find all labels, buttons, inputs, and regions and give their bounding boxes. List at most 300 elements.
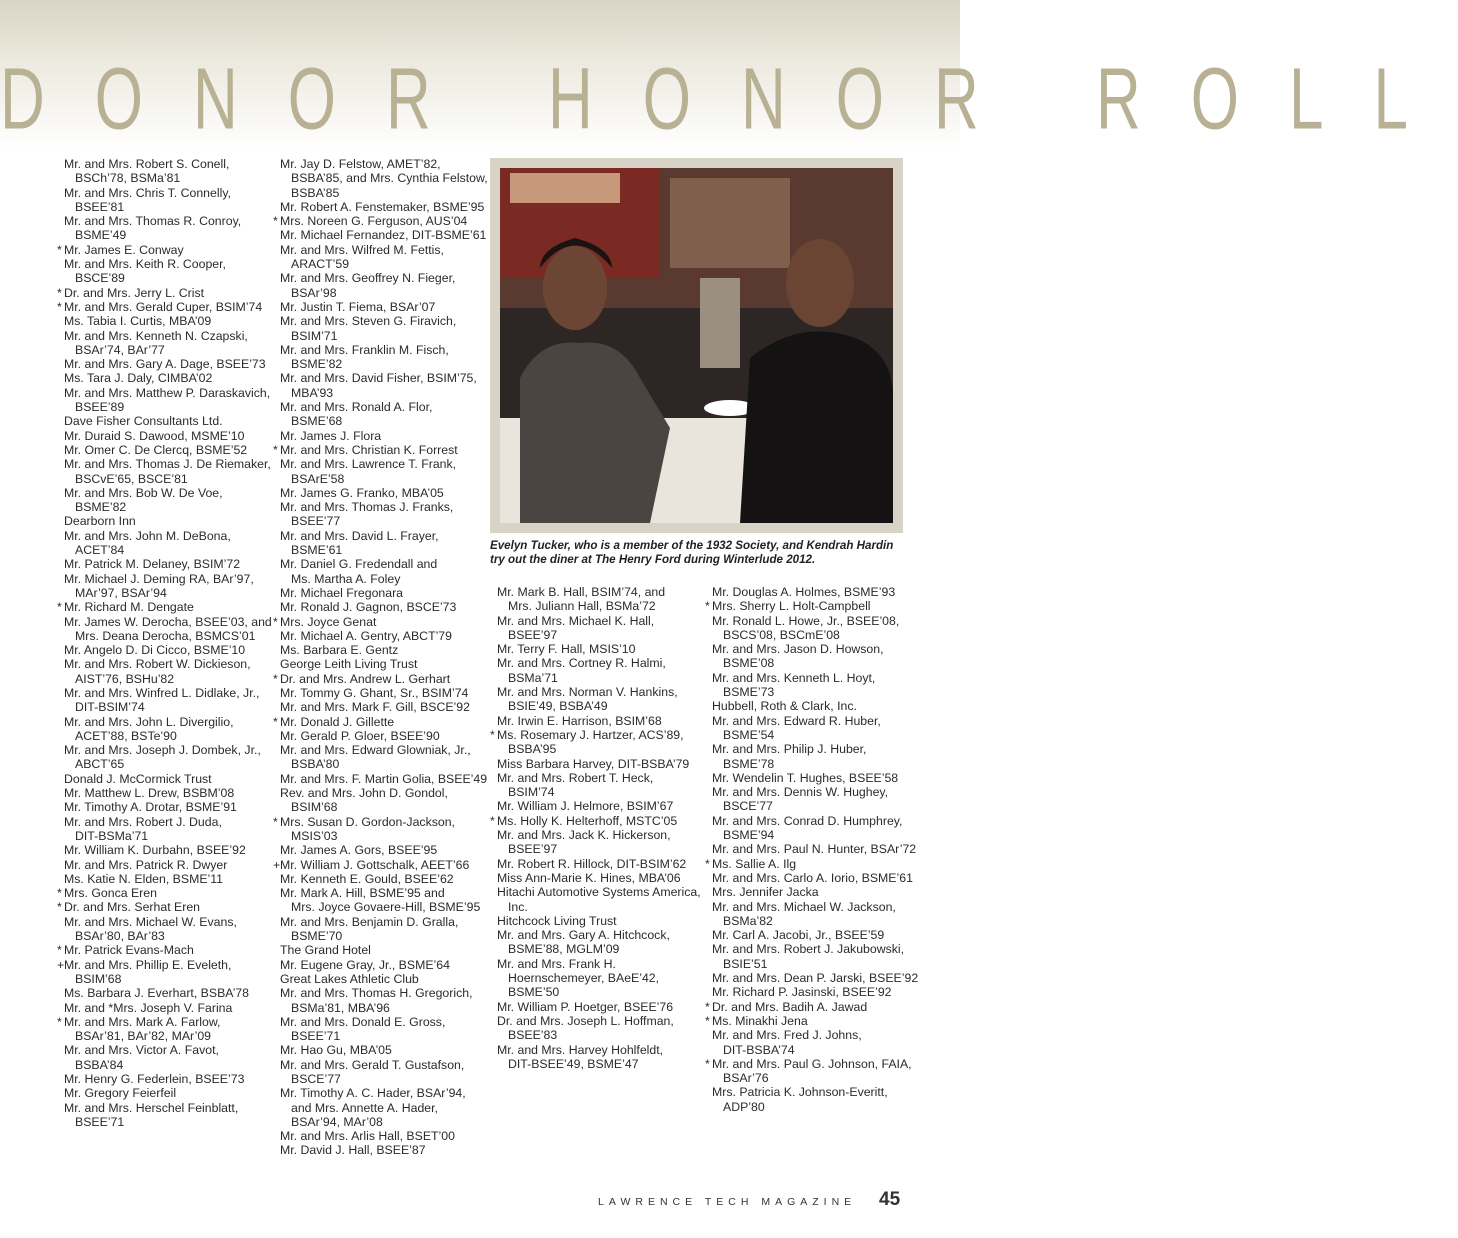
donor-entry <box>280 557 485 586</box>
donor-marker: * <box>490 727 495 742</box>
donor-entry <box>64 186 274 215</box>
donor-marker: * <box>273 614 278 629</box>
donor-name: Mr. Carl A. Jacobi, Jr., BSEE’59 <box>712 928 885 943</box>
donor-name: Mr. and Mrs. Michael K. Hall, <box>497 613 655 628</box>
donor-name: The Grand Hotel <box>280 943 371 958</box>
donor-entry <box>705 599 932 614</box>
donor-entry <box>712 714 932 743</box>
donor-name: Mr. and Mrs. Robert W. Dickieson, <box>64 657 251 672</box>
donor-entry <box>280 529 485 558</box>
donor-marker: * <box>273 714 278 729</box>
donor-name: Mr. and Mrs. Gary A. Hitchcock, <box>497 928 670 943</box>
donor-entry <box>280 586 485 600</box>
donor-name: Mr. Mark A. Hill, BSME’95 and <box>280 886 445 901</box>
donor-name: Mr. and Mrs. Jack K. Hickerson, <box>497 828 671 843</box>
donor-name: Mr. and Mrs. Franklin M. Fisch, <box>280 342 449 357</box>
page-number: 45 <box>879 1189 901 1210</box>
donor-name: Mr. Daniel G. Fredendall and <box>280 557 438 572</box>
donor-name-continued: Mrs. Juliann Hall, BSMa’72 <box>508 599 656 614</box>
donor-entry <box>280 243 485 272</box>
donor-entry <box>57 600 274 615</box>
donor-name: Mr. Richard P. Jasinski, BSEE’92 <box>712 985 892 1000</box>
donor-entry <box>64 1001 274 1015</box>
donor-name: Mr. Robert R. Hillock, DIT-BSIM’62 <box>497 856 687 871</box>
donor-name: Dr. and Mrs. Joseph L. Hoffman, <box>497 1013 674 1028</box>
donor-entry <box>64 529 274 558</box>
donor-entry <box>497 914 702 928</box>
donor-entry <box>280 943 485 957</box>
donor-name-continued: BSEE’71 <box>291 1029 341 1044</box>
donor-name-continued: BSBA’80 <box>291 757 340 772</box>
donor-entry <box>280 786 485 815</box>
donor-entry <box>280 1143 485 1157</box>
donor-marker: * <box>57 943 62 958</box>
donor-entry <box>280 643 485 657</box>
donor-name: Mr. and Mrs. Thomas J. De Riemaker, <box>64 457 271 472</box>
donor-entry <box>712 871 932 885</box>
donor-name: Mr. Wendelin T. Hughes, BSEE’58 <box>712 770 899 785</box>
donor-entry <box>280 371 485 400</box>
donor-name-continued: BSME’54 <box>723 727 775 742</box>
donor-name: Mr. and Mrs. Winfred L. Didlake, Jr., <box>64 685 260 700</box>
donor-entry <box>57 886 274 901</box>
donor-name: Mr. Terry F. Hall, MSIS’10 <box>497 642 636 657</box>
donor-name: Mr. Gregory Feierfeil <box>64 1086 177 1101</box>
donor-entry <box>705 999 932 1014</box>
donor-name-continued: BSEE’81 <box>75 199 125 214</box>
donor-marker: * <box>57 242 62 257</box>
donor-name-continued: BSEE’97 <box>508 627 558 642</box>
donor-name: Mrs. Patricia K. Johnson-Everitt, <box>712 1085 888 1100</box>
donor-name: Mr. and Mrs. Fred J. Johns, <box>712 1028 862 1043</box>
donor-name: Mr. and Mrs. Joseph J. Dombek, Jr., <box>64 743 261 758</box>
donor-name: Mr. and Mrs. Harvey Hohlfeldt, <box>497 1042 664 1057</box>
donor-name-continued: BSBA’84 <box>75 1057 124 1072</box>
donor-name: Mr. and Mrs. Cortney R. Halmi, <box>497 656 666 671</box>
donor-name: Mr. David J. Hall, BSEE’87 <box>280 1143 426 1158</box>
donor-name-continued: BSCvE’65, BSCE’81 <box>75 471 188 486</box>
donor-entry <box>705 856 932 871</box>
donor-name: Mr. and Mrs. Herschel Feinblatt, <box>64 1100 239 1115</box>
donor-name: Mr. and Mrs. Geoffrey N. Fieger, <box>280 271 456 286</box>
donor-name: Mr. Irwin E. Harrison, BSIM’68 <box>497 713 662 728</box>
donor-name: Rev. and Mrs. John D. Gondol, <box>280 786 448 801</box>
donor-entry <box>280 771 488 786</box>
donor-entry <box>712 942 932 971</box>
donor-name: Mr. Robert A. Fenstemaker, BSME’95 <box>280 199 485 214</box>
donor-name: Mr. and Mrs. Carlo A. Iorio, BSME’61 <box>712 870 913 885</box>
donor-name-continued: ACET’84 <box>75 543 125 558</box>
donor-marker: * <box>705 599 710 614</box>
donor-entry <box>280 400 485 429</box>
donor-entry <box>64 329 274 358</box>
donor-entry <box>280 300 485 314</box>
donor-entry <box>64 572 274 601</box>
donor-name: Mr. and Mrs. Conrad D. Humphrey, <box>712 813 903 828</box>
donor-name: Mr. and Mrs. Paul G. Johnson, FAIA, <box>712 1056 912 1071</box>
donor-name: Mr. and Mrs. Jason D. Howson, <box>712 642 884 657</box>
donor-name: Mr. James J. Flora <box>280 428 382 443</box>
donor-entry <box>497 871 702 885</box>
donor-name-continued: ARACT’59 <box>291 257 350 272</box>
donor-entry <box>280 686 485 700</box>
donor-name: Mr. Eugene Gray, Jr., BSME’64 <box>280 957 450 972</box>
donor-name: Mr. Kenneth E. Gould, BSEE’62 <box>280 871 454 886</box>
donor-name: Mr. and Mrs. Norman V. Hankins, <box>497 685 678 700</box>
donor-name: Dr. and Mrs. Andrew L. Gerhart <box>280 671 451 686</box>
photo <box>490 158 903 533</box>
donor-marker: * <box>705 1013 710 1028</box>
donor-name: Miss Barbara Harvey, DIT-BSBA’79 <box>497 756 690 771</box>
donor-name: Mr. and Mrs. Paul N. Hunter, BSAr’72 <box>712 842 917 857</box>
donor-name: Mr. and Mrs. Mark A. Farlow, <box>64 1014 221 1029</box>
donor-name: Mr. and Mrs. John M. DeBona, <box>64 528 231 543</box>
donor-entry <box>712 771 932 785</box>
donor-name: Mr. and Mrs. Thomas R. Conroy, <box>64 214 242 229</box>
donor-name: Mr. and Mrs. F. Martin Golia, BSEE’49 <box>280 771 488 786</box>
donor-name-continued: DIT-BSIM’74 <box>75 700 145 715</box>
donor-name-continued: ADP’80 <box>723 1099 765 1114</box>
donor-marker: * <box>490 813 495 828</box>
donor-name-continued: Mrs. Joyce Govaere-Hill, BSME’95 <box>291 900 481 915</box>
donor-name-continued: MSIS’03 <box>291 828 338 843</box>
donor-marker: * <box>57 299 62 314</box>
donor-entry <box>280 743 485 772</box>
magazine-name: LAWRENCE TECH MAGAZINE <box>598 1196 857 1208</box>
donor-entry <box>712 671 932 700</box>
page-title: DONOR HONOR ROLL <box>0 51 1458 148</box>
donor-name: Mr. and Mrs. Gary A. Dage, BSEE’73 <box>64 357 266 372</box>
donor-name: Mr. and Mrs. Victor A. Favot, <box>64 1043 219 1058</box>
donor-name: Mrs. Noreen G. Ferguson, AUS’04 <box>280 214 468 229</box>
donor-name-continued: BSEE’97 <box>508 842 558 857</box>
donor-name-continued: BSBA’85 <box>291 185 340 200</box>
donor-entry <box>497 714 702 728</box>
donor-entry <box>280 657 485 671</box>
donor-name: Mr. Michael J. Deming RA, BAr’97, <box>64 571 254 586</box>
donor-name: Dearborn Inn <box>64 514 136 529</box>
donor-name: Mr. Ronald L. Howe, Jr., BSEE’08, <box>712 613 900 628</box>
donor-entry <box>280 486 485 500</box>
donor-name: Mr. and Mrs. John L. Divergilio, <box>64 714 234 729</box>
donor-name-continued: MAr’97, BSAr’94 <box>75 585 167 600</box>
donor-entry <box>273 714 485 729</box>
donor-name-continued: Ms. Martha A. Foley <box>291 571 401 586</box>
donor-entry <box>280 1086 485 1129</box>
donor-entry <box>497 585 702 614</box>
donor-name-continued: Inc. <box>508 899 528 914</box>
donor-name: Mr. and Mrs. Thomas J. Franks, <box>280 500 454 515</box>
donor-name-continued: AIST’76, BSHu’82 <box>75 671 175 686</box>
donor-entry <box>280 1058 485 1087</box>
donor-entry <box>280 271 485 300</box>
donor-name-continued: BSME’94 <box>723 828 775 843</box>
donor-entry <box>712 699 932 713</box>
donor-name-continued: DIT-BSMa’71 <box>75 828 149 843</box>
donor-name-continued: BSEE’83 <box>508 1028 558 1043</box>
donor-entry <box>64 643 274 657</box>
donor-name: Mr. Richard M. Dengate <box>64 600 194 615</box>
donor-name: Mr. and Mrs. Michael W. Evans, <box>64 914 237 929</box>
donor-entry <box>64 786 274 800</box>
donor-name: Mr. and Mrs. Edward R. Huber, <box>712 713 881 728</box>
donor-entry <box>64 214 274 243</box>
donor-name: George Leith Living Trust <box>280 657 418 672</box>
donor-entry <box>497 685 702 714</box>
donor-entry <box>712 585 932 599</box>
donor-name: Mr. and Mrs. Mark F. Gill, BSCE’92 <box>280 700 470 715</box>
donor-entry <box>280 1043 485 1057</box>
donor-name-continued: Mrs. Deana Derocha, BSMCS’01 <box>75 628 256 643</box>
donor-name-continued: BSME’78 <box>723 756 775 771</box>
donor-marker: * <box>273 671 278 686</box>
donor-entry <box>64 557 274 571</box>
donor-entry <box>497 656 702 685</box>
donor-name: Ms. Sallie A. Ilg <box>712 856 797 871</box>
donor-entry <box>64 457 274 486</box>
donor-entry <box>497 642 702 656</box>
donor-entry <box>280 157 488 200</box>
donor-name: Hubbell, Roth & Clark, Inc. <box>712 699 857 714</box>
donor-name-continued: ABCT’65 <box>75 757 125 772</box>
donor-name: Ms. Katie N. Elden, BSME’11 <box>64 871 224 886</box>
donor-name: Mr. and *Mrs. Joseph V. Farina <box>64 1000 233 1015</box>
donor-name: Mr. Tommy G. Ghant, Sr., BSIM’74 <box>280 685 469 700</box>
donor-entry <box>280 1129 485 1143</box>
donor-name-continued: BSME’49 <box>75 228 127 243</box>
donor-name-continued: BSAr’80, BAr’83 <box>75 929 165 944</box>
donor-name-continued: Hoernschemeyer, BAeE’42, <box>508 971 660 986</box>
donor-entry <box>712 785 932 814</box>
donor-name: Mr. and Mrs. Kenneth L. Hoyt, <box>712 670 876 685</box>
donor-name: Mr. and Mrs. Donald E. Gross, <box>280 1014 446 1029</box>
donor-name: Ms. Minakhi Jena <box>712 1013 808 1028</box>
donor-name-continued: BSAr’76 <box>723 1071 769 1086</box>
donor-name-continued: BSCh’78, BSMa’81 <box>75 171 181 186</box>
donor-name: Mr. and Mrs. Robert T. Heck, <box>497 770 654 785</box>
donor-name: Mr. Duraid S. Dawood, MSME’10 <box>64 428 245 443</box>
donor-name-continued: BSArE’58 <box>291 471 345 486</box>
donor-entry <box>497 614 702 643</box>
donor-column-3 <box>490 585 702 1071</box>
donor-name: Mr. Timothy A. Drotar, BSME’91 <box>64 800 237 815</box>
donor-entry <box>490 813 702 828</box>
donor-entry <box>280 986 485 1015</box>
donor-name-continued: BSIM’68 <box>75 971 122 986</box>
donor-name: Mr. and Mrs. Michael W. Jackson, <box>712 899 896 914</box>
donor-name: Mr. Timothy A. C. Hader, BSAr’94, <box>280 1086 466 1101</box>
donor-name: Mr. Patrick Evans-Mach <box>64 943 194 958</box>
donor-name: Mr. and Mrs. Matthew P. Daraskavich, <box>64 385 271 400</box>
donor-entry <box>497 957 702 1000</box>
donor-entry <box>64 872 274 886</box>
donor-entry <box>280 200 485 214</box>
donor-name: Mr. and Mrs. Philip J. Huber, <box>712 742 867 757</box>
donor-entry <box>64 772 274 786</box>
donor-entry <box>712 814 932 843</box>
donor-name: Mr. and Mrs. Gerald Cuper, BSIM’74 <box>64 299 263 314</box>
donor-name: Mr. and Mrs. Ronald A. Flor, <box>280 400 433 415</box>
donor-entry <box>273 614 485 629</box>
donor-name: Ms. Holly K. Helterhoff, MSTC’05 <box>497 813 678 828</box>
donor-column-2 <box>273 157 488 1158</box>
donor-name-continued: BSME’08 <box>723 656 775 671</box>
donor-entry <box>280 886 485 915</box>
donor-entry <box>64 386 274 415</box>
donor-name: Mr. and Mrs. Steven G. Firavich, <box>280 314 457 329</box>
donor-marker: * <box>273 214 278 229</box>
donor-name: Mr. William K. Durbahn, BSEE’92 <box>64 843 246 858</box>
donor-entry <box>712 614 932 643</box>
donor-name: Mr. James W. Derocha, BSEE’03, and <box>64 614 272 629</box>
donor-entry <box>64 1086 274 1100</box>
donor-entry <box>64 743 274 772</box>
donor-entry <box>64 157 274 186</box>
donor-name-continued: BSME’82 <box>75 500 127 515</box>
donor-entry <box>497 885 702 914</box>
donor-name: Mr. and Mrs. Gerald T. Gustafson, <box>280 1057 465 1072</box>
donor-name: Mr. and Mrs. Kenneth N. Czapski, <box>64 328 248 343</box>
donor-name-continued: DIT-BSEE’49, BSME’47 <box>508 1056 639 1071</box>
donor-entry <box>490 727 702 757</box>
donor-name: Mrs. Sherry L. Holt-Campbell <box>712 599 871 614</box>
donor-name: Mr. and Mrs. Patrick R. Dwyer <box>64 857 228 872</box>
donor-name: Mr. Michael A. Gentry, ABCT’79 <box>280 628 452 643</box>
donor-entry <box>712 985 932 999</box>
donor-name-continued: BSIM’68 <box>291 800 338 815</box>
donor-name: Ms. Rosemary J. Hartzer, ACS’89, <box>497 727 684 742</box>
donor-name: Miss Ann-Marie K. Hines, MBA’06 <box>497 870 681 885</box>
donor-name: Mr. Hao Gu, MBA’05 <box>280 1043 392 1058</box>
donor-name: Mr. and Mrs. Robert J. Jakubowski, <box>712 942 905 957</box>
donor-name: Mr. Jay D. Felstow, AMET’82, <box>280 157 441 171</box>
donor-name: Ms. Tara J. Daly, CIMBA’02 <box>64 371 213 386</box>
donor-name: Mr. and Mrs. Christian K. Forrest <box>280 442 458 457</box>
donor-entry <box>64 1043 274 1072</box>
donor-entry <box>57 943 274 958</box>
donor-entry <box>64 429 274 443</box>
donor-entry <box>273 857 485 872</box>
donor-entry <box>64 843 274 857</box>
donor-entry <box>497 828 702 857</box>
donor-name-continued: BSIM’74 <box>508 785 555 800</box>
donor-name-continued: BSAr’94, MAr’08 <box>291 1114 383 1129</box>
donor-name-continued: ACET’88, BSTe’90 <box>75 728 177 743</box>
donor-name-continued: BSIE’49, BSBA’49 <box>508 699 608 714</box>
donor-name: Hitchcock Living Trust <box>497 913 617 928</box>
donor-name: Dr. and Mrs. Badih A. Jawad <box>712 999 868 1014</box>
donor-entry <box>280 228 485 242</box>
donor-entry <box>712 885 932 899</box>
donor-name-continued: BSME’73 <box>723 685 775 700</box>
donor-name: Mr. Justin T. Fiema, BSAr’07 <box>280 299 436 314</box>
donor-entry <box>57 242 274 257</box>
donor-name-continued: BSMa’71 <box>508 670 558 685</box>
donor-marker: * <box>705 1056 710 1071</box>
donor-name: Mr. and Mrs. Frank H. <box>497 956 616 971</box>
donor-entry <box>712 642 932 671</box>
donor-entry <box>64 514 274 528</box>
donor-name: Mr. Henry G. Federlein, BSEE’73 <box>64 1072 245 1086</box>
donor-name: Mrs. Joyce Genat <box>280 614 377 629</box>
donor-name-continued: BSAr’74, BAr’77 <box>75 342 165 357</box>
donor-marker: + <box>273 857 281 872</box>
donor-entry <box>64 986 274 1000</box>
donor-name: Mr. and Mrs. Wilfred M. Fettis, <box>280 242 444 257</box>
donor-name: Mr. and Mrs. Robert J. Duda, <box>64 814 222 829</box>
donor-entry <box>64 800 274 814</box>
donor-name: Mrs. Susan D. Gordon-Jackson, <box>280 814 455 829</box>
donor-name: Mr. and Mrs. Benjamin D. Gralla, <box>280 914 459 929</box>
donor-entry <box>705 1013 932 1028</box>
donor-name: Mr. Patrick M. Delaney, BSIM’72 <box>64 557 241 572</box>
diner-photo-image <box>500 168 893 523</box>
donor-name: Mr. Angelo D. Di Cicco, BSME’10 <box>64 643 246 658</box>
donor-entry <box>57 285 274 300</box>
donor-marker: * <box>57 900 62 915</box>
donor-entry <box>64 486 274 515</box>
donor-name: Mr. Douglas A. Holmes, BSME’93 <box>712 585 896 599</box>
donor-entry <box>64 257 274 286</box>
donor-entry <box>497 1043 702 1072</box>
donor-marker: * <box>273 814 278 829</box>
donor-name-continued: BSCS’08, BSCmE’08 <box>723 627 840 642</box>
donor-name: Mr. and Mrs. Edward Glowniak, Jr., <box>280 743 471 758</box>
donor-entry <box>64 858 274 872</box>
donor-name: Mr. and Mrs. Thomas H. Gregorich, <box>280 986 473 1001</box>
donor-name-continued: BSME’70 <box>291 929 343 944</box>
donor-entry <box>712 971 932 985</box>
donor-entry <box>280 343 485 372</box>
donor-name: Ms. Tabia I. Curtis, MBA’09 <box>64 314 212 329</box>
donor-name-continued: BSCE’89 <box>75 271 125 286</box>
donor-marker: * <box>705 856 710 871</box>
donor-entry <box>497 1014 702 1043</box>
donor-entry <box>280 972 485 986</box>
donor-name: Mr. and Mrs. Bob W. De Voe, <box>64 485 223 500</box>
donor-name: Mr. Ronald J. Gagnon, BSCE’73 <box>280 600 457 615</box>
donor-entry <box>273 214 485 229</box>
donor-name-continued: BSME’68 <box>291 414 343 429</box>
donor-entry <box>64 414 274 428</box>
donor-name: Mr. and Mrs. Robert S. Conell, <box>64 157 230 171</box>
donor-entry <box>273 442 485 457</box>
donor-entry <box>280 429 485 443</box>
donor-name-continued: BSCE’77 <box>723 799 773 814</box>
donor-name: Mr. Matthew L. Drew, BSBM’08 <box>64 786 235 801</box>
donor-name: Mrs. Gonca Eren <box>64 886 157 901</box>
donor-entry <box>280 314 485 343</box>
donor-name-continued: MBA’93 <box>291 385 334 400</box>
donor-entry <box>497 771 702 800</box>
donor-entry <box>273 671 485 686</box>
donor-entry <box>64 657 274 686</box>
donor-name-continued: BSCE’77 <box>291 1072 341 1086</box>
donor-entry <box>280 872 485 886</box>
donor-entry <box>280 915 485 944</box>
donor-entry <box>712 1085 932 1114</box>
donor-name: Mr. and Mrs. Dennis W. Hughey, <box>712 785 889 800</box>
donor-name-continued: and Mrs. Annette A. Hader, <box>291 1100 438 1115</box>
donor-name-continued: BSME’61 <box>291 543 343 558</box>
donor-entry <box>64 686 274 715</box>
donor-name: Mr. Donald J. Gillette <box>280 714 395 729</box>
donor-column-1 <box>57 157 274 1129</box>
donor-marker: * <box>57 600 62 615</box>
donor-entry <box>712 928 932 942</box>
donor-name: Mr. and Mrs. David Fisher, BSIM’75, <box>280 371 477 386</box>
donor-name-continued: BSME’88, MGLM’09 <box>508 942 620 957</box>
